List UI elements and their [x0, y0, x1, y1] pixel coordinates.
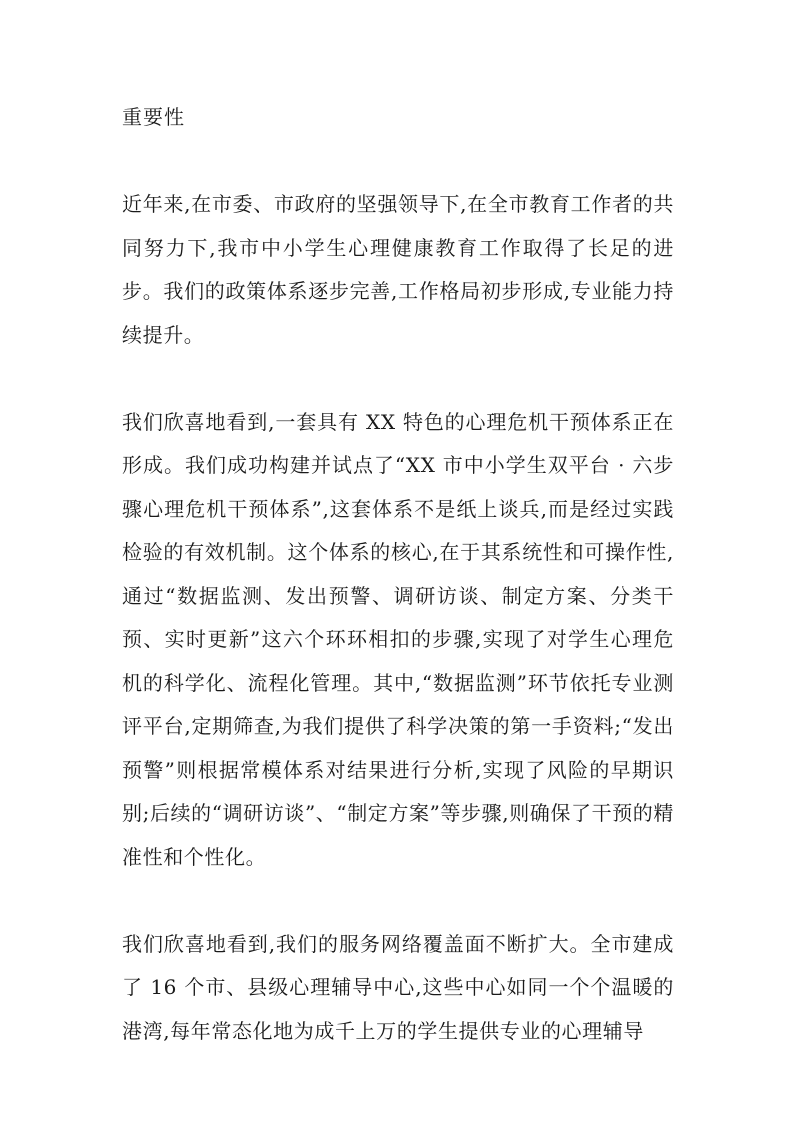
paragraph-intro: 近年来,在市委、市政府的坚强领导下,在全市教育工作者的共同努力下,我市中小学生心理健康教育工作取得了长足的进步。我们的政策体系逐步完善,工作格局初步形成,专业能力持续提升。 [122, 192, 674, 347]
document-body [122, 96, 674, 1053]
spacer [122, 357, 674, 401]
paragraph-service-network: 我们欣喜地看到,我们的服务网络覆盖面不断扩大。全市建成了 16 个市、县级心理辅导中心,这些中心如同一个个温暖的港湾,每年常态化地为成千上万的学生提供专业的心理辅导 [122, 931, 674, 1043]
spacer [122, 139, 674, 183]
paragraph-intervention-system: 我们欣喜地看到,一套具有 XX 特色的心理危机干预体系正在形成。我们成功构建并试点了“XX 市中小学生双平台 · 六步骤心理危机干预体系”,这套体系不是纸上谈兵,而是经过实践检验的有效机制。这个体系的核心,在于其系统性和可操作性,通过“数据监测、发出预警、调研访谈、制定方案、分类干预、实时更新”这六个环环相扣的步骤,实现了对学生心理危机的科学化、流程化管理。其中,“数据监测”环节依托专业测评平台,定期筛查,为我们提供了科学决策的第一手资料;“发出预警”则根据常模体系对结果进行分析,实现了风险的早期识别;后续的“调研访谈”、“制定方案”等步骤,则确保了干预的精准性和个性化。 [122, 409, 674, 869]
section-heading: 重要性 [122, 105, 185, 129]
spacer [122, 879, 674, 923]
